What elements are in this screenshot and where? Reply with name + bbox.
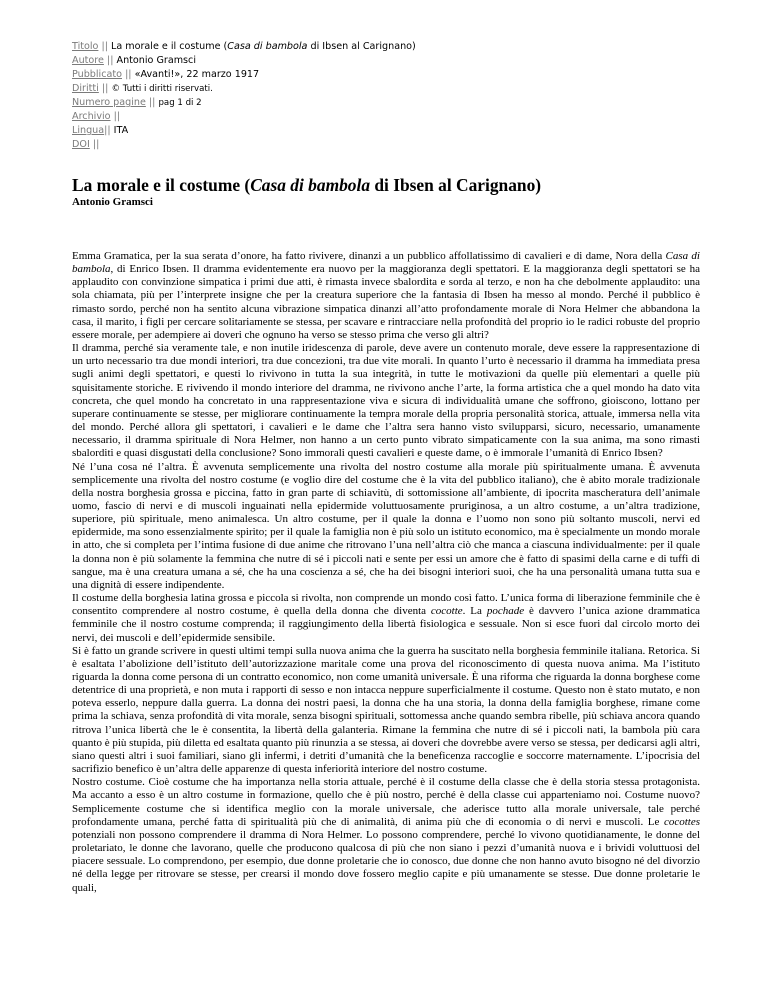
document-page [72,40,700,895]
meta-key-rights[interactable]: Diritti [72,83,99,94]
metadata-block [72,40,700,152]
meta-separator: || [101,41,108,52]
meta-separator: || [101,83,109,94]
meta-separator: || [92,139,100,150]
paragraph: Il costume della borghesia latina grossa e piccola si rivolta, non comprende un mondo così fatto. L’unica forma di liberazione femminile che è consentito comprendere al nostro costume, è quella della donna che diventa cocotte. La pochade è davvero l’unica azione drammatica femminile che il nostro costume comprenda; il raggiungimento della libertà fisiologica e sessuale. Non si esce fuori dal circolo morto dei nervi, dei muscoli e dell’epidermide sensibile. [72,592,700,644]
paragraph: Nostro costume. Cioè costume che ha importanza nella storia attuale, perché è il costume della classe che è della storia stessa protagonista. Ma accanto a esso è un altro costume in formazione, quello che è più nostro, perché è della classe cui apparteniamo noi. Costume nuovo? Semplicemente costume che si identifica meglio con la morale universale, che aderisce tutto alla morale universale, tale perché profondamente umana, perché fatta di spiritualità più che di animalità, di anima più che di economia o di nervi e muscoli. Le cocottes potenziali non possono comprendere il dramma di Nora Helmer. Lo possono comprendere, perché lo vivono quotidianamente, le donne del proletariato, le donne che lavorano, quelle che producono qualcosa di più che non siano i pezzi d’umanità nuova e i brividi voluttuosi del piacere sessuale. Lo comprendono, per esempio, due donne proletarie che io conosco, due donne che non hanno avuto bisogno né del divorzio né della legge per ritrovare se stesse, per crearsi il mondo dove fossero meglio capite e più umanamente se stesse. Due donne proletarie le quali, [72,776,700,894]
meta-separator: || [113,111,121,122]
meta-row-language [72,124,700,138]
paragraph: Emma Gramatica, per la sua serata d’onore, ha fatto rivivere, dinanzi a un pubblico affollatissimo di cavalieri e di dame, Nora della Casa di bambola, di Enrico Ibsen. Il dramma evidentemente era nuovo per la maggioranza degli spettatori. E la maggioranza degli spettatori se ha applaudito con convinzione simpatica i primi due atti, è rimasta invece sbalordita e sorda al terzo, e non ha che debolmente applaudito: una sola chiamata, più per l’interprete insigne che per la creatura superiore che la fantasia di Ibsen ha messo al mondo. Perché il pubblico è rimasto sordo, perché non ha sentito alcuna vibrazione simpatica dinanzi all’atto profondamente morale di Nora Helmer che abbandona la casa, il marito, i figli per cercare solitariamente se stessa, per scavare e rintracciare nella profondità del proprio io le radici robuste del proprio essere morale, per adempiere ai doveri che ognuno ha verso se stesso prima che verso gli altri? [72,250,700,341]
article-author: Antonio Gramsci [72,196,153,208]
paragraph: Si è fatto un grande scrivere in questi ultimi tempi sulla nuova anima che la guerra ha suscitato nella borghesia femminile italiana. Retorica. Si è esaltata l’abolizione dell’istituto dell’autorizzazione maritale come una prova del riconoscimento di questa nuova anima. Ma l’istituto riguarda la donna come persona di un contratto economico, non come umanità universale. È una riforma che riguarda la donna borghese come detentrice di una proprietà, e non muta i rapporti di sesso e non intacca neppure superficialmente il costume. Questo non è stato mutato, e non poteva esserlo, neppure dalla guerra. La donna dei nostri paesi, la donna che ha una storia, la donna della famiglia borghese, rimane come prima la schiava, senza profondità di vita morale, senza bisogni spirituali, sottomessa anche quando sembra ribelle, più schiava ancora quando ritrova l’unica libertà che le è consentita, la libertà della galanteria. Rimane la femmina che nutre di sé i piccoli nati, la bambola più cara quanto è più stupida, più diletta ed esaltata quanto più rinunzia a se stessa, ai doveri che dovrebbe avere verso se stessa, per dedicarsi agli altri, siano questi altri i suoi familiari, siano gli infermi, i detriti d’umanità che la beneficenza raccoglie e soccorre maternamente. L’ipocrisia del sacrifizio benefico è un’altra delle apparenze di questa inferiorità interiore del nostro costume. [72,644,700,776]
meta-key-published[interactable]: Pubblicato [72,69,122,80]
meta-row-archive [72,110,700,124]
meta-key-title[interactable]: Titolo [72,41,99,52]
meta-separator: || [106,55,114,66]
article-body [72,250,700,895]
meta-row-pages [72,96,700,110]
article-title: La morale e il costume (Casa di bambola di Ibsen al Carignano) [72,175,542,195]
meta-row-rights [72,82,700,96]
meta-key-pages[interactable]: Numero pagine [72,97,146,108]
meta-row-author [72,54,700,68]
paragraph: Né l’una cosa né l’altra. È avvenuta semplicemente una rivolta del nostro costume alla morale più spiritualmente umana. È avvenuta semplicemente una rivolta del nostro costume (e voglio dire del costume che è la vita del pubblico italiano), che è abito morale tradizionale della nostra borghesia grossa e piccina, fatto in gran parte di schiavitù, di sottomissione all’ambiente, di ipocrita mascheratura dell’animale uomo, fascio di nervi e di muscoli inguainati nella epidermide voluttuosamente pruriginosa, a un altro costume, a un’altra tradizione, superiore, più spirituale, meno animalesca. Un altro costume, per il quale la donna e l’uomo non sono più soltanto muscoli, nervi ed epidermide, ma sono essenzialmente spirito; per il quale la famiglia non è più solo un istituto economico, ma è specialmente un mondo morale in atto, che si completa per l’intima fusione di due anime che ritrovano l’una nell’altra ciò che manca a ciascuna individualmente: per il quale la donna non è più solamente la femmina che nutre di sé i piccoli nati e sente per essi un amore che è fatto di spasimi della carne e di tuffi di sangue, ma è una creatura umana a sé, che ha una coscienza a sé, che ha dei bisogni interiori suoi, che ha una personalità umana tutta sua e una dignità di essere indipendente. [72,460,700,591]
meta-separator: || [148,97,156,108]
meta-key-author[interactable]: Autore [72,55,104,66]
meta-row-title [72,40,700,54]
meta-separator: || [125,69,132,80]
meta-value-title: La morale e il costume (Casa di bambola di Ibsen al Carignano) [111,41,416,52]
meta-key-language[interactable]: Lingua [72,125,105,136]
meta-separator: || [104,125,111,136]
meta-key-archive[interactable]: Archivio [72,111,111,122]
meta-key-doi[interactable]: DOI [72,139,90,150]
meta-value-published: «Avanti!», 22 marzo 1917 [134,69,260,80]
meta-value-rights: © Tutti i diritti riservati. [111,84,213,94]
paragraph: Il dramma, perché sia veramente tale, e non inutile iridescenza di parole, deve avere un contenuto morale, deve essere la rappresentazione di un urto necessario tra due mondi interiori, tra due concezioni, tra due vite morali. In quanto l’urto è necessario il dramma ha immediata presa sugli animi degli spettatori, e questi lo rivivono in tutta la sua integrità, in tutte le motivazioni da quelle più elementari a quelle più squisitamente storiche. E rivivendo il mondo interiore del dramma, ne rivivono anche l’arte, la forma artistica che a quel mondo ha dato vita concreta, che quel mondo ha concretato in una rappresentazione viva e sicura di individualità umane che soffrono, gioiscono, lottano per superare continuamente se stesse, per migliorare continuamente la tempra morale della propria personalità storica, attuale, immersa nella vita del mondo. Perché allora gli spettatori, i cavalieri e le dame che l’altra sera hanno visto svilupparsi, sicuro, necessario, umanamente necessario, il dramma spirituale di Nora Helmer, non hanno a un certo punto vibrato simpaticamente con la sua anima, ma sono rimasti sbalorditi e quasi disgustati della conclusione? Sono immorali questi cavalieri e queste dame, o è immorale l’umanità di Enrico Ibsen? [72,342,700,460]
meta-row-published [72,68,700,82]
meta-row-doi [72,138,700,152]
meta-value-pages: pag 1 di 2 [158,98,202,108]
meta-value-author: Antonio Gramsci [116,55,196,66]
meta-value-language: ITA [113,125,129,136]
